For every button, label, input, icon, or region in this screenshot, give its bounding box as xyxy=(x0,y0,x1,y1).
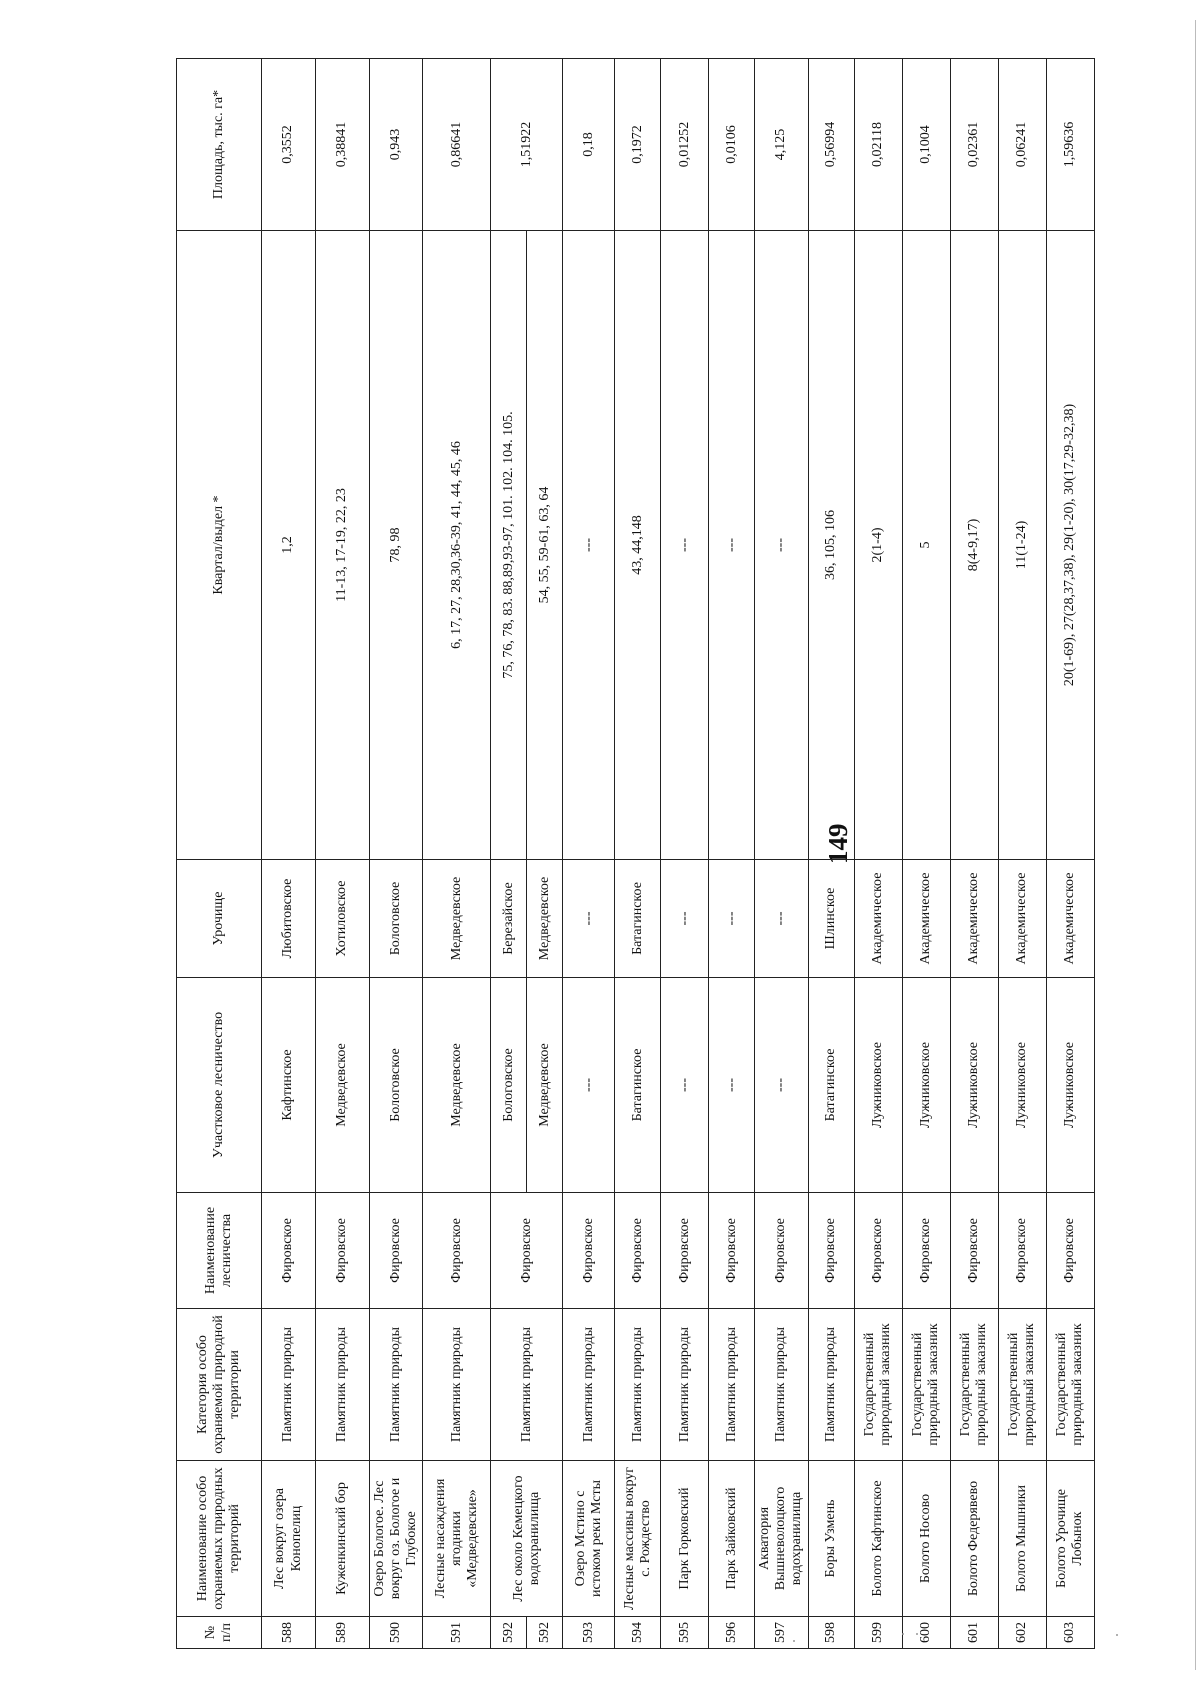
cell-tract: --- xyxy=(755,860,808,978)
cell-num: 595 xyxy=(661,1617,709,1649)
cell-category: Памятник природы xyxy=(709,1309,755,1461)
cell-num: 594 xyxy=(615,1617,661,1649)
cell-area: 0,56994 xyxy=(808,59,854,231)
scan-speck xyxy=(902,1633,904,1635)
cell-district: --- xyxy=(755,978,808,1193)
table-row xyxy=(950,59,998,1649)
cell-category: Государственный природный заказник xyxy=(998,1309,1046,1461)
cell-forestry: Фировское xyxy=(998,1193,1046,1309)
page-number: 149 xyxy=(823,823,853,864)
cell-area: 0,86641 xyxy=(423,59,491,231)
cell-forestry: Фировское xyxy=(902,1193,950,1309)
header-category: Категория особо охраняемой природной территории xyxy=(177,1309,262,1461)
cell-num: 589 xyxy=(316,1617,370,1649)
cell-category: Памятник природы xyxy=(316,1309,370,1461)
cell-tract: Медведевское xyxy=(423,860,491,978)
cell-category: Памятник природы xyxy=(661,1309,709,1461)
cell-district: --- xyxy=(661,978,709,1193)
cell-tract: Шлинское xyxy=(808,860,854,978)
cell-name: Боры Узмень xyxy=(808,1461,854,1617)
scan-speck xyxy=(793,1640,795,1642)
cell-district: Медведевское xyxy=(527,978,563,1193)
cell-name: Болото Федерявево xyxy=(950,1461,998,1617)
table-row xyxy=(808,59,854,1649)
table-row xyxy=(370,59,423,1649)
cell-num: 598 xyxy=(808,1617,854,1649)
cell-district: Батагинское xyxy=(808,978,854,1193)
cell-forestry: Фировское xyxy=(808,1193,854,1309)
cell-area: 0,1004 xyxy=(902,59,950,231)
cell-quarter: 54, 55, 59-61, 63, 64 xyxy=(527,231,563,860)
cell-district: Медведевское xyxy=(423,978,491,1193)
cell-district: Медведевское xyxy=(316,978,370,1193)
cell-category: Памятник природы xyxy=(423,1309,491,1461)
cell-forestry: Фировское xyxy=(370,1193,423,1309)
cell-num: 603 xyxy=(1046,1617,1094,1649)
table-row xyxy=(755,59,808,1649)
scan-speck xyxy=(916,1633,918,1635)
cell-area: 0,02361 xyxy=(950,59,998,231)
table-row xyxy=(316,59,370,1649)
cell-name: Озеро Мстино с истоком реки Мсты xyxy=(563,1461,615,1617)
cell-num: 591 xyxy=(423,1617,491,1649)
table-row xyxy=(902,59,950,1649)
cell-quarter: 1,2 xyxy=(262,231,316,860)
cell-forestry: Фировское xyxy=(316,1193,370,1309)
table-row xyxy=(1046,59,1094,1649)
cell-quarter: --- xyxy=(755,231,808,860)
cell-quarter: 20(1-69), 27(28,37,38), 29(1-20), 30(17,29-32,38) xyxy=(1046,231,1094,860)
cell-num: 596 xyxy=(709,1617,755,1649)
table-row xyxy=(262,59,316,1649)
cell-num: 593 xyxy=(563,1617,615,1649)
cell-area: 0,01252 xyxy=(661,59,709,231)
cell-num: 601 xyxy=(950,1617,998,1649)
table-row xyxy=(491,59,527,1649)
cell-tract: Хотиловское xyxy=(316,860,370,978)
header-area: Площадь, тыс. га* xyxy=(177,59,262,231)
cell-category: Памятник природы xyxy=(615,1309,661,1461)
cell-quarter: --- xyxy=(709,231,755,860)
cell-name: Парк Зайковский xyxy=(709,1461,755,1617)
cell-forestry: Фировское xyxy=(1046,1193,1094,1309)
cell-name: Болото Носово xyxy=(902,1461,950,1617)
cell-tract: --- xyxy=(563,860,615,978)
table-row xyxy=(615,59,661,1649)
cell-quarter: 2(1-4) xyxy=(854,231,902,860)
cell-category: Памятник природы xyxy=(755,1309,808,1461)
cell-category: Памятник природы xyxy=(808,1309,854,1461)
cell-tract: Батагинское xyxy=(615,860,661,978)
cell-district: Кафтинское xyxy=(262,978,316,1193)
cell-quarter: 43, 44,148 xyxy=(615,231,661,860)
cell-area: 1,59636 xyxy=(1046,59,1094,231)
header-forestry: Наименование лесничества xyxy=(177,1193,262,1309)
cell-quarter: 11(1-24) xyxy=(998,231,1046,860)
cell-name: Озеро Бологое. Лес вокруг оз. Бологое и Глубокое xyxy=(370,1461,423,1617)
cell-name: Лесные массивы вокруг с. Рождество xyxy=(615,1461,661,1617)
cell-tract: --- xyxy=(661,860,709,978)
cell-area: 0,38841 xyxy=(316,59,370,231)
cell-district: Бологовское xyxy=(370,978,423,1193)
cell-forestry: Фировское xyxy=(615,1193,661,1309)
cell-name: Болото Кафтинское xyxy=(854,1461,902,1617)
cell-tract: Академическое xyxy=(854,860,902,978)
cell-name: Лес вокруг озера Конопелиц xyxy=(262,1461,316,1617)
cell-tract: Академическое xyxy=(902,860,950,978)
table-header-row xyxy=(177,59,262,1649)
header-tract: Урочище xyxy=(177,860,262,978)
cell-num: 592 xyxy=(527,1617,563,1649)
cell-district: Батагинское xyxy=(615,978,661,1193)
cell-district: --- xyxy=(709,978,755,1193)
header-district: Участковое лесничество xyxy=(177,978,262,1193)
table-row xyxy=(563,59,615,1649)
cell-category: Памятник природы xyxy=(491,1309,563,1461)
cell-area: 0,0106 xyxy=(709,59,755,231)
cell-district: Лужниковское xyxy=(902,978,950,1193)
cell-quarter: 78, 98 xyxy=(370,231,423,860)
cell-num: 602 xyxy=(998,1617,1046,1649)
cell-quarter: 5 xyxy=(902,231,950,860)
cell-forestry: Фировское xyxy=(423,1193,491,1309)
table-row xyxy=(661,59,709,1649)
cell-forestry: Фировское xyxy=(709,1193,755,1309)
cell-name: Акватория Вышневолоцкого водохранилища xyxy=(755,1461,808,1617)
cell-tract: Медведевское xyxy=(527,860,563,978)
cell-num: 588 xyxy=(262,1617,316,1649)
cell-district: Лужниковское xyxy=(1046,978,1094,1193)
cell-forestry: Фировское xyxy=(661,1193,709,1309)
cell-forestry: Фировское xyxy=(262,1193,316,1309)
table-row xyxy=(709,59,755,1649)
scan-edge-mark xyxy=(1195,20,1196,1670)
cell-num: 592 xyxy=(491,1617,527,1649)
cell-area: 1,51922 xyxy=(491,59,563,231)
cell-category: Памятник природы xyxy=(563,1309,615,1461)
cell-name: Болото Мышники xyxy=(998,1461,1046,1617)
cell-tract: Любитовское xyxy=(262,860,316,978)
cell-district: Лужниковское xyxy=(998,978,1046,1193)
cell-category: Памятник природы xyxy=(370,1309,423,1461)
cell-num: 590 xyxy=(370,1617,423,1649)
cell-tract: Академическое xyxy=(1046,860,1094,978)
cell-quarter: --- xyxy=(661,231,709,860)
cell-forestry: Фировское xyxy=(563,1193,615,1309)
table-row xyxy=(854,59,902,1649)
cell-area: 0,3552 xyxy=(262,59,316,231)
header-name: Наименование особо охраняемых природных территорий xyxy=(177,1461,262,1617)
cell-area: 0,06241 xyxy=(998,59,1046,231)
header-quarter: Квартал/выдел * xyxy=(177,231,262,860)
cell-tract: Академическое xyxy=(998,860,1046,978)
scan-speck xyxy=(1116,1634,1118,1636)
cell-tract: Академическое xyxy=(950,860,998,978)
cell-quarter: 6, 17, 27, 28,30,36-39, 41, 44, 45, 46 xyxy=(423,231,491,860)
cell-district: Лужниковское xyxy=(854,978,902,1193)
cell-quarter: --- xyxy=(563,231,615,860)
cell-area: 0,18 xyxy=(563,59,615,231)
cell-district: --- xyxy=(563,978,615,1193)
cell-name: Лесные насаждения ягодники «Медведевские» xyxy=(423,1461,491,1617)
cell-quarter: 75, 76, 78, 83. 88,89,93-97, 101. 102. 104. 105. xyxy=(491,231,527,860)
cell-forestry: Фировское xyxy=(755,1193,808,1309)
cell-district: Бологовское xyxy=(491,978,527,1193)
table-row xyxy=(423,59,491,1649)
cell-num: 597 xyxy=(755,1617,808,1649)
cell-category: Памятник природы xyxy=(262,1309,316,1461)
cell-forestry: Фировское xyxy=(854,1193,902,1309)
cell-tract: Березайское xyxy=(491,860,527,978)
cell-area: 0,943 xyxy=(370,59,423,231)
cell-category: Государственный природный заказник xyxy=(854,1309,902,1461)
table-row xyxy=(998,59,1046,1649)
cell-category: Государственный природный заказник xyxy=(1046,1309,1094,1461)
cell-name: Парк Горковский xyxy=(661,1461,709,1617)
cell-name: Болото Урочище Лобынок xyxy=(1046,1461,1094,1617)
cell-name: Лес около Кемецкого водохранилища xyxy=(491,1461,563,1617)
header-num: № п/п xyxy=(177,1617,262,1649)
cell-num: 600 xyxy=(902,1617,950,1649)
cell-area: 0,02118 xyxy=(854,59,902,231)
cell-category: Государственный природный заказник xyxy=(950,1309,998,1461)
cell-tract: --- xyxy=(709,860,755,978)
cell-forestry: Фировское xyxy=(950,1193,998,1309)
cell-name: Куженкинский бор xyxy=(316,1461,370,1617)
cell-area: 0,1972 xyxy=(615,59,661,231)
cell-tract: Бологовское xyxy=(370,860,423,978)
protected-territories-table xyxy=(176,58,1095,1649)
cell-area: 4,125 xyxy=(755,59,808,231)
cell-forestry: Фировское xyxy=(491,1193,563,1309)
cell-quarter: 11-13, 17-19, 22, 23 xyxy=(316,231,370,860)
cell-num: 599 xyxy=(854,1617,902,1649)
cell-quarter: 36, 105, 106 xyxy=(808,231,854,860)
cell-category: Государственный природный заказник xyxy=(902,1309,950,1461)
cell-district: Лужниковское xyxy=(950,978,998,1193)
cell-quarter: 8(4-9,17) xyxy=(950,231,998,860)
